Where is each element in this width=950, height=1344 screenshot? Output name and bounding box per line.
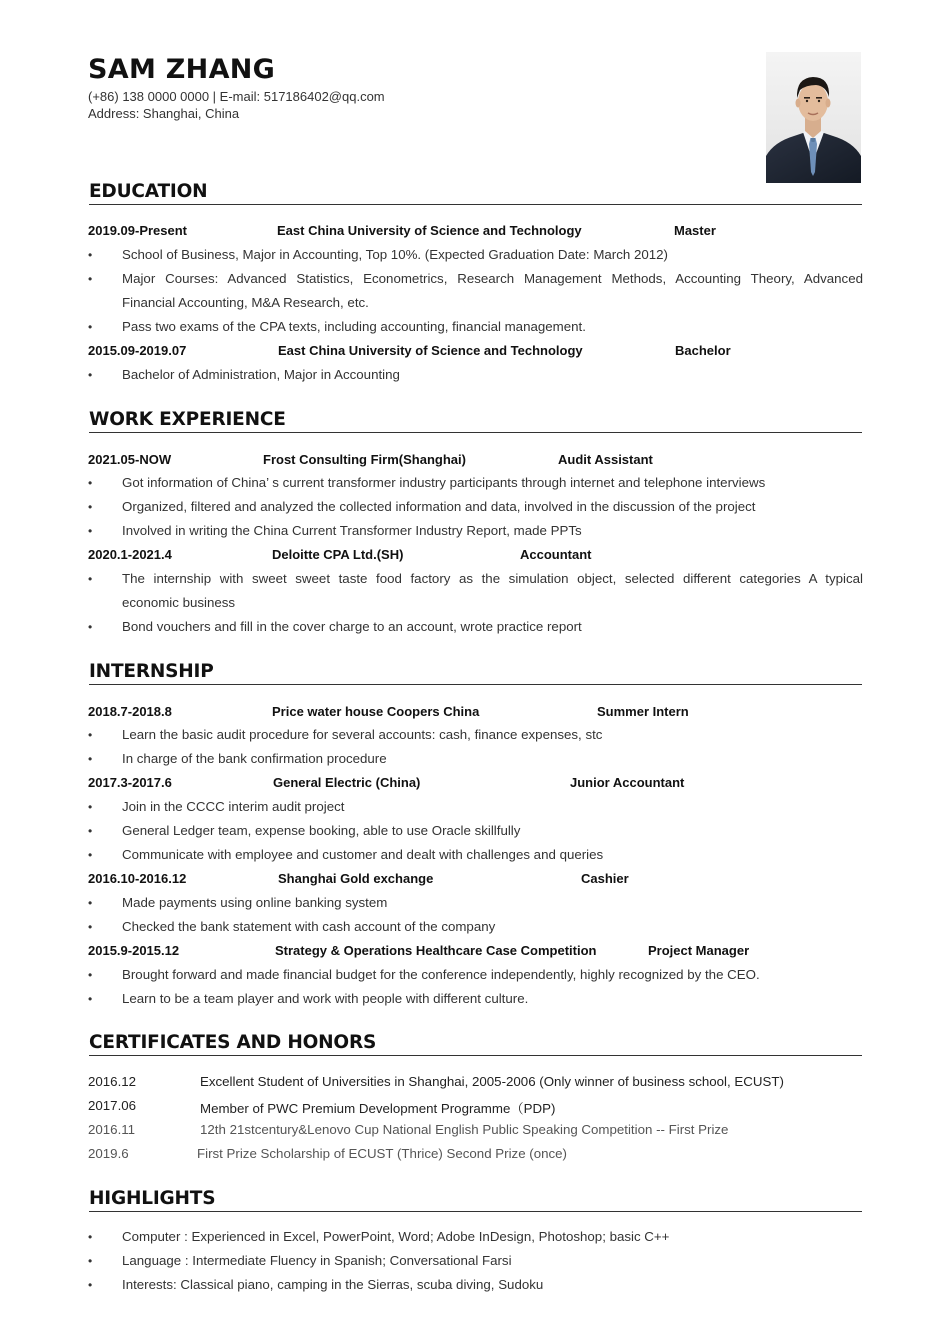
bullet-icon: •	[88, 1254, 93, 1268]
list-item-text: Bachelor of Administration, Major in Accounting	[122, 367, 400, 382]
list-item	[88, 747, 863, 771]
list-item	[88, 267, 863, 315]
certificate-text: Member of PWC Premium Development Programme（PDP)	[200, 1101, 556, 1116]
certificate-date: 2016.12	[88, 1074, 137, 1089]
bullet-icon: •	[88, 896, 93, 910]
list-item-text: Bond vouchers and fill in the cover charge to an account, wrote practice report	[122, 619, 582, 634]
list-item-text: Got information of China’ s current transformer industry participants through internet and telephone interviews	[122, 475, 766, 490]
entry-role: Accountant	[520, 547, 592, 562]
bullet-icon: •	[88, 272, 93, 286]
bullet-icon: •	[88, 848, 93, 862]
entry-date: 2021.05-NOW	[88, 452, 172, 467]
section-work-experience	[89, 408, 862, 433]
profile-photo	[766, 52, 861, 183]
section-education	[89, 180, 862, 205]
bullet-icon: •	[88, 968, 93, 982]
entry-date: 2017.3-2017.6	[88, 775, 172, 790]
list-item	[88, 495, 863, 519]
bullet-icon: •	[88, 476, 93, 490]
list-item-text: Pass two exams of the CPA texts, including accounting, financial management.	[122, 319, 586, 334]
list-item-text: Involved in writing the China Current Transformer Industry Report, made PPTs	[122, 523, 582, 538]
bullet-icon: •	[88, 992, 93, 1006]
list-item	[88, 819, 863, 843]
list-item-text: General Ledger team, expense booking, able to use Oracle skillfully	[122, 823, 521, 838]
section-internship	[89, 660, 862, 685]
entry-date: 2015.09-2019.07	[88, 343, 187, 358]
certificate-text: 12th 21stcentury&Lenovo Cup National English Public Speaking Competition -- First Prize	[200, 1122, 729, 1137]
list-item	[88, 1273, 863, 1297]
certificate-date: 2016.11	[88, 1122, 136, 1137]
bullet-icon: •	[88, 320, 93, 334]
bullet-icon: •	[88, 920, 93, 934]
entry-date: 2016.10-2016.12	[88, 871, 187, 886]
section-title: CERTIFICATES AND HONORS	[89, 1032, 377, 1053]
list-item	[88, 915, 863, 939]
entry-organization: Shanghai Gold exchange	[278, 871, 434, 886]
bullet-icon: •	[88, 620, 93, 634]
list-item	[88, 471, 863, 495]
list-item-text: Computer : Experienced in Excel, PowerPoint, Word; Adobe InDesign, Photoshop; basic C++	[122, 1229, 670, 1244]
bullet-icon: •	[88, 800, 93, 814]
bullet-icon: •	[88, 572, 93, 586]
bullet-icon: •	[88, 1230, 93, 1244]
section-title: HIGHLIGHTS	[89, 1188, 216, 1209]
list-item	[88, 519, 863, 543]
bullet-icon: •	[88, 248, 93, 262]
address-line: Address: Shanghai, China	[88, 106, 240, 121]
list-item	[88, 723, 863, 747]
entry-organization: East China University of Science and Technology	[278, 343, 583, 358]
list-item	[88, 1225, 863, 1249]
list-item	[88, 891, 863, 915]
list-item	[88, 567, 863, 615]
list-item	[88, 963, 863, 987]
list-item	[88, 615, 863, 639]
list-item-text: The internship with sweet sweet taste food factory as the simulation object, selected different categories A typical	[122, 571, 863, 586]
entry-date: 2015.9-2015.12	[88, 943, 180, 958]
bullet-icon: •	[88, 500, 93, 514]
entry-organization: Price water house Coopers China	[272, 704, 480, 719]
bullet-icon: •	[88, 752, 93, 766]
list-item-text: Learn to be a team player and work with people with different culture.	[122, 991, 529, 1006]
list-item-text: Language : Intermediate Fluency in Spanish; Conversational Farsi	[122, 1253, 512, 1268]
entry-role: Bachelor	[675, 343, 731, 358]
entry-date: 2019.09-Present	[88, 223, 188, 238]
list-item-text: Learn the basic audit procedure for several accounts: cash, finance expenses, stc	[122, 727, 603, 742]
section-title: WORK EXPERIENCE	[89, 409, 286, 430]
list-item	[88, 243, 863, 267]
entry-organization: Frost Consulting Firm(Shanghai)	[263, 452, 466, 467]
bullet-icon: •	[88, 824, 93, 838]
list-item-text: Communicate with employee and customer and dealt with challenges and queries	[122, 847, 604, 862]
section-title: EDUCATION	[89, 181, 208, 202]
list-item	[88, 843, 863, 867]
entry-role: Master	[674, 223, 716, 238]
section-highlights	[89, 1187, 862, 1212]
certificate-date: 2019.6	[88, 1146, 129, 1161]
contact-line: (+86) 138 0000 0000 | E-mail: 517186402@qq.com	[88, 89, 385, 104]
entry-organization: Deloitte CPA Ltd.(SH)	[272, 547, 404, 562]
list-item-text: Interests: Classical piano, camping in the Sierras, scuba diving, Sudoku	[122, 1277, 544, 1292]
section-title: INTERNSHIP	[89, 661, 214, 682]
list-item-text: Brought forward and made financial budget for the conference independently, highly recognized by the CEO.	[122, 967, 760, 982]
certificate-text: Excellent Student of Universities in Shanghai, 2005-2006 (Only winner of business school, ECUST)	[200, 1074, 784, 1089]
list-item-text-continued: economic business	[122, 595, 236, 610]
entry-date: 2020.1-2021.4	[88, 547, 172, 562]
entry-role: Audit Assistant	[558, 452, 653, 467]
entry-role: Cashier	[581, 871, 629, 886]
bullet-icon: •	[88, 728, 93, 742]
bullet-icon: •	[88, 1278, 93, 1292]
entry-role: Project Manager	[648, 943, 750, 958]
list-item-text: Checked the bank statement with cash account of the company	[122, 919, 496, 934]
candidate-name: SAM ZHANG	[88, 54, 276, 85]
list-item-text: Major Courses: Advanced Statistics, Econometrics, Research Management Methods, Accounting Theory, Advanced	[122, 271, 863, 286]
certificate-text: First Prize Scholarship of ECUST (Thrice) Second Prize (once)	[197, 1146, 567, 1161]
list-item-text: School of Business, Major in Accounting, Top 10%. (Expected Graduation Date: March 2012)	[122, 247, 668, 262]
list-item	[88, 987, 863, 1011]
list-item-text: In charge of the bank confirmation procedure	[122, 751, 387, 766]
list-item-text: Join in the CCCC interim audit project	[122, 799, 345, 814]
list-item-text-continued: Financial Accounting, M&A Research, etc.	[122, 295, 369, 310]
entry-organization: East China University of Science and Technology	[277, 223, 582, 238]
entry-date: 2018.7-2018.8	[88, 704, 172, 719]
list-item-text: Made payments using online banking system	[122, 895, 388, 910]
certificate-date: 2017.06	[88, 1098, 137, 1113]
list-item	[88, 315, 863, 339]
bullet-icon: •	[88, 368, 93, 382]
entry-role: Summer Intern	[597, 704, 689, 719]
entry-organization: General Electric (China)	[273, 775, 421, 790]
bullet-icon: •	[88, 524, 93, 538]
list-item-text: Organized, filtered and analyzed the collected information and data, involved in the discussion of the project	[122, 499, 756, 514]
entry-organization: Strategy & Operations Healthcare Case Competition	[275, 943, 597, 958]
list-item	[88, 1249, 863, 1273]
list-item	[88, 795, 863, 819]
section-certificates	[89, 1031, 862, 1056]
entry-role: Junior Accountant	[570, 775, 685, 790]
list-item	[88, 363, 863, 387]
